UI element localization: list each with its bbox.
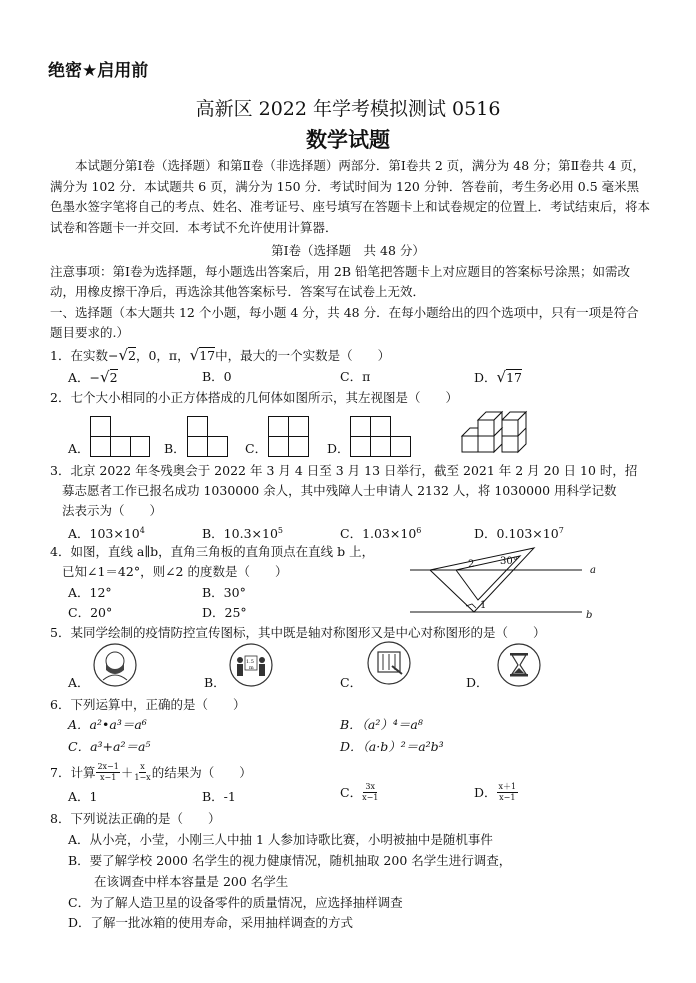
q7-stem: 7．计算 2x−1 x−1 ＋ x 1−x 的结果为（ ） (50, 762, 252, 782)
disinfect-icon (366, 640, 412, 686)
q4-option-c: C．20° (68, 605, 113, 620)
confidential-label: 绝密★启用前 (48, 61, 149, 81)
q5-option-c: C． (340, 675, 363, 690)
q7-option-d: D． x＋1 x−1 (474, 782, 517, 802)
q4-option-b: B．30° (202, 585, 246, 600)
q4-option-d: D．25° (202, 605, 247, 620)
q8-option-a: A．从小亮，小莹，小刚三人中抽 1 人参加诗歌比赛，小明被抽中是随机事件 (68, 832, 493, 847)
hourglass-icon (496, 642, 542, 688)
q4-line2: 已知∠1＝42°，则∠2 的度数是（ ） (62, 564, 288, 579)
section1-heading: 一、选择题（本大题共 12 个小题，每小题 4 分，共 48 分．在每小题给出的四个选项中，只有一项是符合题目要求的.） (50, 305, 639, 340)
q6-stem: 6．下列运算中，正确的是（ ） (50, 697, 246, 712)
q2-option-c: C． (245, 441, 268, 456)
q5-option-a: A． (68, 675, 90, 690)
q5-stem: 5．某同学绘制的疫情防控宣传图标，其中既是轴对称图形又是中心对称图形的是（ ） (50, 625, 546, 640)
q8-stem: 8．下列说法正确的是（ ） (50, 811, 221, 826)
q8-option-c: C．为了解人造卫星的设备零件的质量情况，应选择抽样调查 (68, 895, 403, 910)
svg-text:m: m (249, 665, 254, 671)
notice-paragraph: 注意事项：第Ⅰ卷为选择题，每小题选出答案后，用 2B 铅笔把答题卡上对应题目的答案标号涂黑；如需改动，用橡皮擦干净后，再选涂其他答案标号．答案写在试卷上无效． (50, 264, 631, 299)
q4-option-a: A．12° (68, 585, 112, 600)
exam-title: 高新区 2022 年学考模拟测试 0516 (195, 98, 501, 120)
q3-line3: 法表示为（ ） (62, 503, 163, 518)
intro-paragraph: 本试题分第Ⅰ卷（选择题）和第Ⅱ卷（非选择题）两部分．第Ⅰ卷共 2 页，满分为 48 分；第Ⅱ卷共 4 页，满分为 102 分．本试题共 6 页，满分为 150 分．考试时间为 120 分钟．答卷前，考生务必用 0.5 毫米黑色墨水签字笔将自己的考点、姓名、准考证号、座号填写在答题卡上和试卷规定的位置上．考试结束后，将本试卷和答题卡一并交回．本考试不允许使用计算器． (50, 158, 651, 235)
q3-option-d: D．$0.103\times 10^7$ (474, 526, 564, 542)
q4-label-2: 2 (468, 559, 475, 570)
q4-label-30deg: 30° (500, 556, 518, 567)
q1-option-b: B．0 (202, 369, 232, 384)
q2-view-b (187, 416, 229, 458)
q4-label-b: b (586, 610, 593, 621)
q4-line1: 4．如图，直线 a∥b，直角三角板的直角顶点在直线 b 上， (50, 544, 375, 559)
q1-option-a: A．−√2 (68, 368, 118, 386)
social-distance-icon (228, 642, 274, 688)
q5-option-b: B． (204, 675, 226, 690)
q2-option-b: B． (164, 441, 186, 456)
part1-title: 第Ⅰ卷（选择题 共 48 分） (271, 243, 425, 258)
q1-stem: 1．在实数−√2，0，π，√17中，最大的一个实数是（ ） (50, 346, 391, 364)
q7-option-c: C． 3x x−1 (340, 782, 379, 802)
q2-view-a (90, 416, 150, 458)
q2-view-d (350, 416, 412, 458)
q8-option-b-line1: B．要了解学校 2000 名学生的视力健康情况，随机抽取 200 名学生进行调查， (68, 853, 512, 868)
q8-option-d: D．了解一批冰箱的使用寿命，采用抽样调查的方式 (68, 915, 354, 930)
q6-option-d: D．（a·b）²＝a²b³ (340, 739, 444, 754)
q4-figure (400, 540, 600, 620)
q7-option-a: A．1 (68, 789, 98, 804)
q3-option-b: B．$10.3\times 10^5$ (202, 526, 283, 542)
q6-option-b: B．（a²）⁴＝a⁸ (340, 717, 423, 732)
q4-label-1: 1 (480, 600, 487, 611)
q8-option-b-line2: 在该调查中样本容量是 200 名学生 (94, 874, 289, 889)
q2-option-d: D． (327, 441, 350, 456)
mask-icon (92, 642, 138, 688)
q1-option-d: D．√17 (474, 368, 522, 386)
q1-option-c: C．π (340, 369, 371, 384)
q3-line1: 3．北京 2022 年冬残奥会于 2022 年 3 月 4 日至 3 月 13 日举行，截至 2021 年 2 月 20 日 10 时，招 (50, 463, 638, 478)
q2-cube-figure (460, 406, 540, 454)
q3-option-c: C．$1.03\times 10^6$ (340, 526, 422, 542)
q2-view-c (268, 416, 310, 458)
svg-text:1.5: 1.5 (246, 659, 254, 665)
q6-option-c: C．a³+a²＝a⁵ (68, 739, 151, 754)
q3-option-a: A．$103\times 10^4$ (68, 526, 145, 542)
q3-line2: 募志愿者工作已报名成功 1030000 余人，其中残障人士申请人 2132 人，将 1030000 用科学记数 (62, 483, 617, 498)
subject-title: 数学试题 (306, 127, 390, 152)
q6-option-a: A．a²•a³＝a⁶ (68, 717, 147, 732)
q2-stem: 2．七个大小相同的小正方体搭成的几何体如图所示，其左视图是（ ） (50, 390, 458, 405)
q7-option-b: B．-1 (202, 789, 236, 804)
q4-label-a: a (590, 565, 596, 576)
q5-option-d: D． (466, 675, 489, 690)
q2-option-a: A． (68, 441, 90, 456)
